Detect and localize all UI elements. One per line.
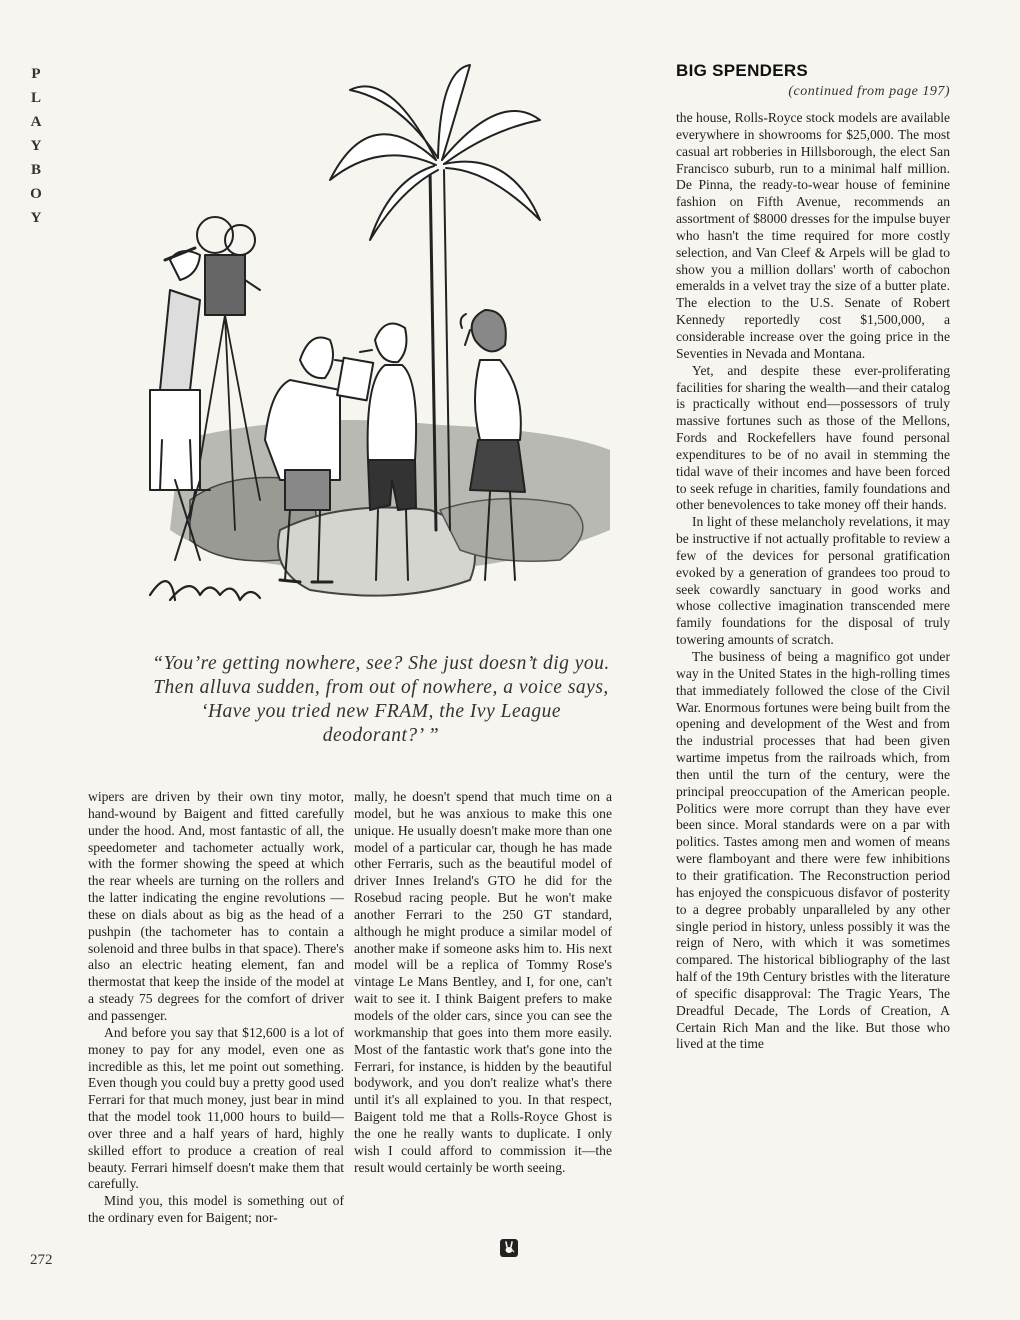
cartoon-caption: “You’re getting nowhere, see? She just doesn’t dig you. Then alluva sudden, from out of nowhere, a voice says, ‘Have you tried new FRAM, the Ivy League deodorant?’ ” bbox=[152, 653, 610, 746]
paragraph: In light of these melancholy revelations, it may be instructive if not actually profitable to review a few of the devices for personal gratification evoked by a generation of grandees too proud to seek cowardly sanctuary in good works and whose collective imagination transcended mere family foundations for the disposal of truly towering amounts of scratch. bbox=[676, 514, 950, 648]
bunny-logo-icon bbox=[500, 1239, 518, 1257]
article-column-left bbox=[88, 789, 344, 1227]
masthead-letter: B bbox=[30, 162, 41, 178]
paragraph: the house, Rolls-Royce stock models are available everywhere in showrooms for $25,000. The most casual art robberies in Hillsborough, the elect San Francisco suburb, run to a minimal half million. De Pinna, the ready-to-wear house of feminine fashion on Fifth Avenue, recommends an assortment of $8000 dresses for the impulse buyer who hasn't the time required for more costly selection, and Van Cleef & Arpels will be glad to show you a million dollars' worth of cabochon emeralds in a velvet tray the size of a butter plate. The election to the U.S. Senate of Robert Kennedy reportedly cost $1,500,000, a considerable increase over the going price in the Seventies in Nevada and Montana. bbox=[676, 110, 950, 361]
playboy-masthead bbox=[26, 62, 46, 230]
masthead-letter: P bbox=[31, 66, 41, 82]
article-headline: BIG SPENDERS bbox=[676, 61, 809, 80]
article-column-right bbox=[676, 110, 950, 1053]
masthead-letter: A bbox=[30, 114, 42, 130]
paragraph: Yet, and despite these ever-proliferating facilities for sharing the wealth—and their catalog is practically without end—possessors of truly massive fortunes such as those of the Mellons, Fords and Rockefellers have found personal expenditures to be of no avail in stemming the tidal wave of their incomes and have been forced to seek refuge in charities, family foundations and other benevolences to take money off their hands. bbox=[676, 362, 950, 513]
cartoon-illustration bbox=[140, 60, 620, 635]
masthead-letter: Y bbox=[30, 210, 42, 226]
article-column-middle bbox=[354, 789, 612, 1176]
masthead-letter: O bbox=[30, 186, 42, 202]
continued-note: (continued from page 197) bbox=[788, 84, 950, 99]
masthead-letter: L bbox=[30, 90, 41, 106]
masthead-letter: Y bbox=[30, 138, 42, 154]
page-number: 272 bbox=[30, 1252, 53, 1268]
paragraph: wipers are driven by their own tiny motor, hand-wound by Baigent and fitted carefully under the hood. And, most fantastic of all, the speedometer and tachometer actually work, with the former showing the speed at which the rear wheels are turning on the rollers and the latter indicating the engine revolutions —these on dials about as big as the head of a pushpin (the tachometer has to contain a solenoid and three bulbs in that space). There's also an electric heating element, fan and thermostat that keep the inside of the model at a steady 75 degrees for the comfort of driver and passenger. bbox=[88, 789, 344, 1023]
paragraph: The business of being a magnifico got under way in the United States in the high-rolling times that immediately followed the close of the Civil War. Enormous fortunes were being built from the opening and development of the West and from the industrial processes that had been given wartime impetus from the railroads which, from then until the turn of the century, were the principal preoccupation of the American people. Politics were more corrupt than they have ever been since. Moral standards were on a par with politics. Tastes among men and women of means were flamboyant and there were few inhibitions to their gratification. The Reconstruction period has enjoyed the conspicuous disfavor of posterity to a degree probably unparalleled by any other single period in history, unless possibly it was the reign of Nero, with which it was sometimes compared. The historical bibliography of the last half of the 19th Century bristles with the literature of specific disapproval: The Tragic Years, The Dreadful Decade, The Lords of Creation, A Certain Rich Man and the like. But those who lived at the time bbox=[676, 649, 950, 1052]
paragraph: Mind you, this model is something out of the ordinary even for Baigent; nor- bbox=[88, 1193, 344, 1226]
paragraph: mally, he doesn't spend that much time on a model, but he was anxious to make this one unique. He usually doesn't make more than one model of a particular car, though he has made other Ferraris, such as the beautiful model of driver Innes Ireland's GTO he did for the Rosebud racing people. But he won't make another Ferrari to the 250 GT standard, although he might produce a similar model of another make if someone asks him to. His next model will be a replica of Tommy Rose's vintage Le Mans Bentley, and I, for one, can't wait to see it. I think Baigent prefers to make models of the older cars, since you can see the workmanship that goes into them more easily. Most of the fantastic work that's gone into the Ferrari, for instance, is hidden by the beautiful bodywork, and you don't realize what's there until it's all explained to you. In that respect, Baigent told me that a Rolls-Royce Ghost is the one he really wants to duplicate. I only wish I could afford to commission it—the result would certainly be worth seeing. bbox=[354, 789, 612, 1175]
paragraph: And before you say that $12,600 is a lot of money to pay for any model, even one as incredible as this, let me point out something. Even though you could buy a pretty good used Ferrari for that much money, just bear in mind that the model took 11,000 hours to build—over three and a half years of hard, highly skilled effort to produce a creation of real beauty. Ferrari himself doesn't make them that carefully. bbox=[88, 1024, 344, 1192]
